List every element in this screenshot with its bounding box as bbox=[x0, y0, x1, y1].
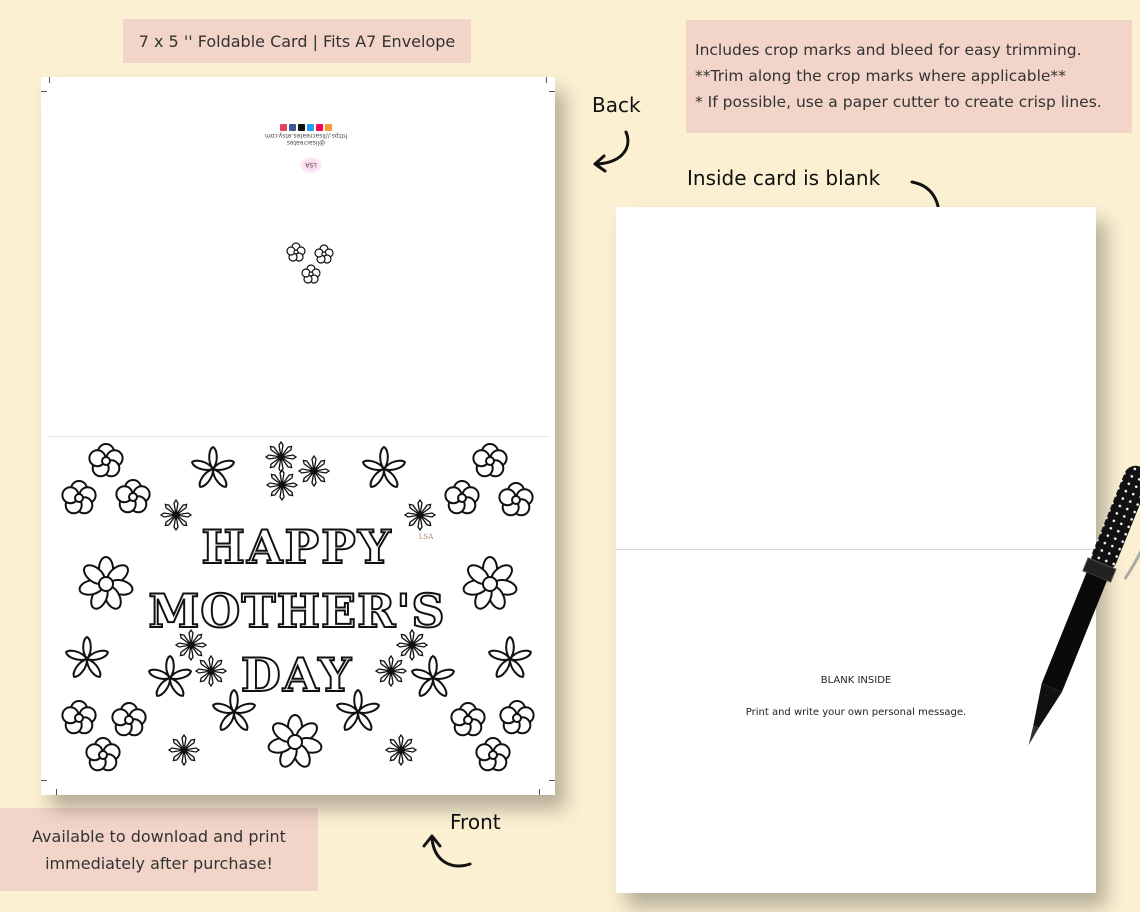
flower-icon bbox=[405, 500, 435, 530]
flower-icon bbox=[386, 735, 416, 765]
front-logo: LSA bbox=[418, 533, 434, 541]
flower-icon bbox=[376, 656, 406, 686]
card-size-label bbox=[123, 19, 471, 63]
flower-icon bbox=[86, 738, 119, 770]
flower-icon bbox=[500, 701, 533, 733]
purchase-note-line: Available to download and print bbox=[32, 826, 286, 846]
flower-icon bbox=[362, 447, 406, 489]
flower-icon bbox=[169, 735, 199, 765]
title-line-2: MOTHER'S bbox=[148, 584, 446, 638]
flower-icon bbox=[62, 701, 95, 733]
daisy-icon bbox=[78, 557, 134, 611]
flower-icon bbox=[411, 656, 455, 698]
flower-icon bbox=[148, 656, 192, 698]
purchase-note-line: immediately after purchase! bbox=[45, 853, 273, 873]
brand-logo: LSA bbox=[300, 157, 322, 173]
title-line-3: DAY bbox=[240, 648, 354, 702]
trimming-info-box bbox=[686, 20, 1132, 133]
daisy-icon bbox=[462, 557, 518, 611]
inside-caption: Inside card is blank bbox=[687, 166, 881, 190]
title-line-1: HAPPY bbox=[201, 520, 393, 574]
flower-icon bbox=[499, 483, 532, 515]
flower-icon bbox=[89, 444, 122, 476]
card-back-front-preview bbox=[41, 77, 555, 795]
front-arrow-icon bbox=[420, 828, 476, 872]
flower-icon bbox=[445, 481, 478, 513]
title-group bbox=[148, 520, 445, 702]
back-arrow-icon bbox=[588, 128, 634, 174]
info-line: * If possible, use a paper cutter to create crisp lines. bbox=[695, 93, 1102, 111]
flower-icon bbox=[196, 656, 226, 686]
shop-url: https://lisacreates.etsy.com bbox=[264, 132, 348, 139]
flower-icon bbox=[473, 444, 506, 476]
front-caption: Front bbox=[450, 810, 501, 834]
flower-icon bbox=[266, 442, 296, 472]
info-line: Includes crop marks and bleed for easy trimming. bbox=[695, 41, 1082, 59]
back-caption: Back bbox=[592, 93, 641, 117]
flower-icon bbox=[476, 738, 509, 770]
blank-inside-message: Print and write your own personal message. bbox=[745, 707, 967, 718]
purchase-note-box bbox=[0, 808, 318, 891]
pen-icon bbox=[1012, 455, 1140, 761]
front-artwork bbox=[41, 77, 555, 795]
daisy-icon bbox=[267, 715, 323, 769]
flower-icon bbox=[299, 456, 329, 486]
flower-icon bbox=[116, 480, 149, 512]
flower-icon bbox=[191, 447, 235, 489]
flower-icon bbox=[62, 481, 95, 513]
shop-handle: @lisacreates bbox=[286, 139, 326, 146]
flower-icon bbox=[488, 637, 532, 679]
flower-icon bbox=[112, 703, 145, 735]
flower-icon bbox=[161, 500, 191, 530]
card-size-text: 7 x 5 '' Foldable Card | Fits A7 Envelope bbox=[138, 31, 456, 51]
flower-icon bbox=[65, 637, 109, 679]
blank-inside-title: BLANK INSIDE bbox=[820, 675, 892, 686]
flower-icon bbox=[267, 470, 297, 500]
flower-icon bbox=[451, 703, 484, 735]
info-line: **Trim along the crop marks where applicable** bbox=[695, 67, 1066, 85]
